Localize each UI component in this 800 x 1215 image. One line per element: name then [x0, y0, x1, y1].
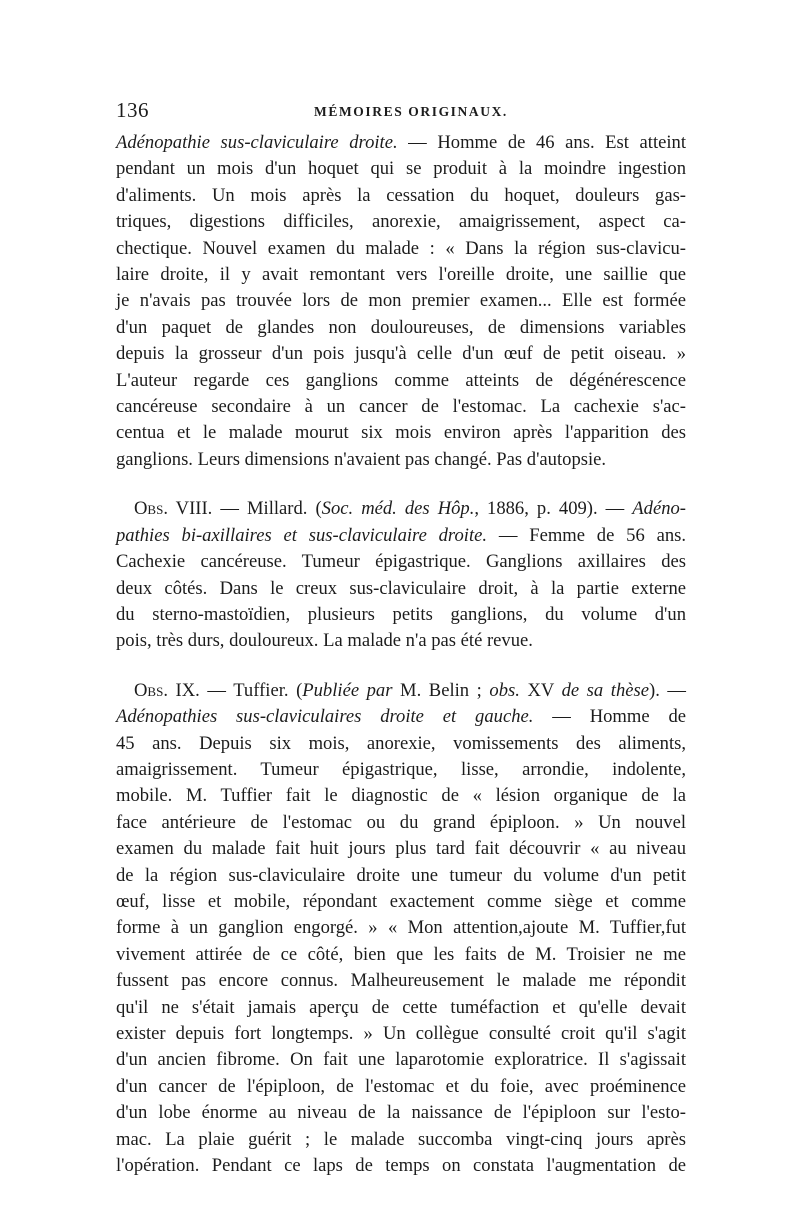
text-line: depuis la grosseur d'un pois jusqu'à celle d'un œuf de petit oiseau. » — [116, 343, 686, 365]
text-line: pendant un mois d'un hoquet qui se produit à la moindre ingestion — [116, 158, 686, 180]
text-segment: — Tuffier. ( — [199, 679, 303, 701]
text-line: exister depuis fort longtemps. » Un collègue consulté croit qu'il s'agit — [116, 1023, 686, 1044]
text-line: cancéreuse secondaire à un cancer de l'estomac. La cachexie s'ac- — [116, 396, 686, 418]
text-line: forme à un ganglion engorgé. » « Mon attention,ajoute M. Tuffier,fut — [116, 917, 686, 939]
case-title: Adénopathie sus-claviculaire droite. — [116, 132, 398, 153]
text-segment: — Femme de 56 ans. — [487, 524, 686, 546]
text-segment: — Homme de — [533, 706, 686, 728]
paragraph-gap — [116, 473, 686, 496]
text-line: fussent pas encore connus. Malheureusement le malade me répondit — [116, 970, 686, 992]
text-line: je n'avais pas trouvée lors de mon premier examen... Elle est formée — [116, 290, 686, 312]
text-line: Cachexie cancéreuse. Tumeur épigastrique. Ganglions axillaires des — [116, 551, 686, 573]
paragraph-obs-viii — [116, 496, 686, 654]
text-line — [116, 130, 686, 156]
text-segment: de sa thèse — [561, 679, 649, 701]
observation-label: Obs. IX. — [134, 679, 200, 701]
text-line: d'un lobe énorme au niveau de la naissance de l'épiploon sur l'esto- — [116, 1102, 686, 1124]
text-line: du sterno-mastoïdien, plusieurs petits ganglions, du volume d'un — [116, 603, 686, 625]
running-title: MÉMOIRES ORIGINAUX. — [314, 104, 508, 119]
text-line: chectique. Nouvel examen du malade : « Dans la région sus-clavicu- — [116, 237, 686, 259]
text-segment: XV — [519, 679, 562, 701]
text-line: œuf, lisse et mobile, répondant exactement comme siège et comme — [116, 890, 686, 912]
text-line: qu'il ne s'était jamais aperçu de cette tuméfaction et qu'elle devait — [116, 996, 686, 1018]
body-text — [116, 130, 686, 1179]
paragraph-adenopathie — [116, 130, 686, 473]
text-segment: Publiée par — [302, 679, 393, 701]
case-title: Adénopathies sus-claviculaires droite et gauche. — [116, 706, 534, 728]
text-line: laire droite, il y avait remontant vers l'oreille droite, une saillie que — [116, 264, 686, 286]
text-line: mobile. M. Tuffier fait le diagnostic de « lésion organique de la — [116, 785, 686, 807]
text-line: d'un paquet de glandes non douloureuses, de dimensions variables — [116, 316, 686, 338]
text-line: de la région sus-claviculaire droite une tumeur du volume d'un petit — [116, 864, 686, 886]
text-line — [116, 704, 686, 730]
text-line: d'aliments. Un mois après la cessation du hoquet, douleurs gas- — [116, 184, 686, 206]
text-line: face antérieure de l'estomac ou du grand épiploon. » Un nouvel — [116, 811, 686, 833]
text-segment: — Millard. ( — [212, 498, 322, 520]
text-line: centua et le malade mourut six mois environ après l'apparition des — [116, 422, 686, 444]
text-line: triques, digestions difficiles, anorexie, amaigrissement, aspect ca- — [116, 211, 686, 233]
book-page — [116, 96, 686, 1179]
page-header — [116, 96, 686, 130]
observation-label: Obs. VIII. — [134, 498, 213, 520]
text-line: mac. La plaie guérit ; le malade succomba vingt-cinq jours après — [116, 1128, 686, 1150]
text-line: l'opération. Pendant ce laps de temps on constata l'augmentation de — [116, 1155, 686, 1177]
page-number: 136 — [116, 98, 149, 122]
journal-reference: Soc. méd. des Hôp. — [321, 498, 475, 520]
text-segment: obs. — [489, 679, 520, 701]
text-line — [116, 496, 686, 522]
text-line: ganglions. Leurs dimensions n'avaient pas changé. Pas d'autopsie. — [116, 448, 607, 470]
paragraph-gap — [116, 655, 686, 678]
text-line — [116, 678, 686, 704]
text-line — [116, 523, 686, 549]
text-line: d'un ancien fibrome. On fait une laparotomie exploratrice. Il s'agissait — [116, 1049, 686, 1071]
text-line: examen du malade fait huit jours plus tard fait découvrir « au niveau — [116, 838, 686, 860]
text-segment: — Homme de 46 ans. Est atteint — [397, 132, 686, 153]
text-line: L'auteur regarde ces ganglions comme atteints de dégénérescence — [116, 369, 686, 391]
text-line: vivement attirée de ce côté, bien que les faits de M. Troisier ne me — [116, 943, 686, 965]
text-line: d'un cancer de l'épiploon, de l'estomac et du foie, avec proéminence — [116, 1075, 686, 1097]
text-line: amaigrissement. Tumeur épigastrique, lisse, arrondie, indolente, — [116, 758, 686, 780]
case-title: Adéno- — [632, 498, 686, 520]
text-line: deux côtés. Dans le creux sus-claviculaire droit, à la partie externe — [116, 577, 686, 599]
text-line: 45 ans. Depuis six mois, anorexie, vomissements des aliments, — [116, 732, 686, 754]
text-segment: ). — — [649, 679, 687, 701]
text-line: pois, très durs, douloureux. La malade n'a pas été revue. — [116, 630, 533, 652]
paragraph-obs-ix — [116, 678, 686, 1180]
text-segment: , 1886, p. 409). — — [474, 498, 633, 520]
text-segment: M. Belin ; — [392, 679, 490, 701]
case-title: pathies bi-axillaires et sus-claviculaire droite. — [116, 524, 488, 546]
